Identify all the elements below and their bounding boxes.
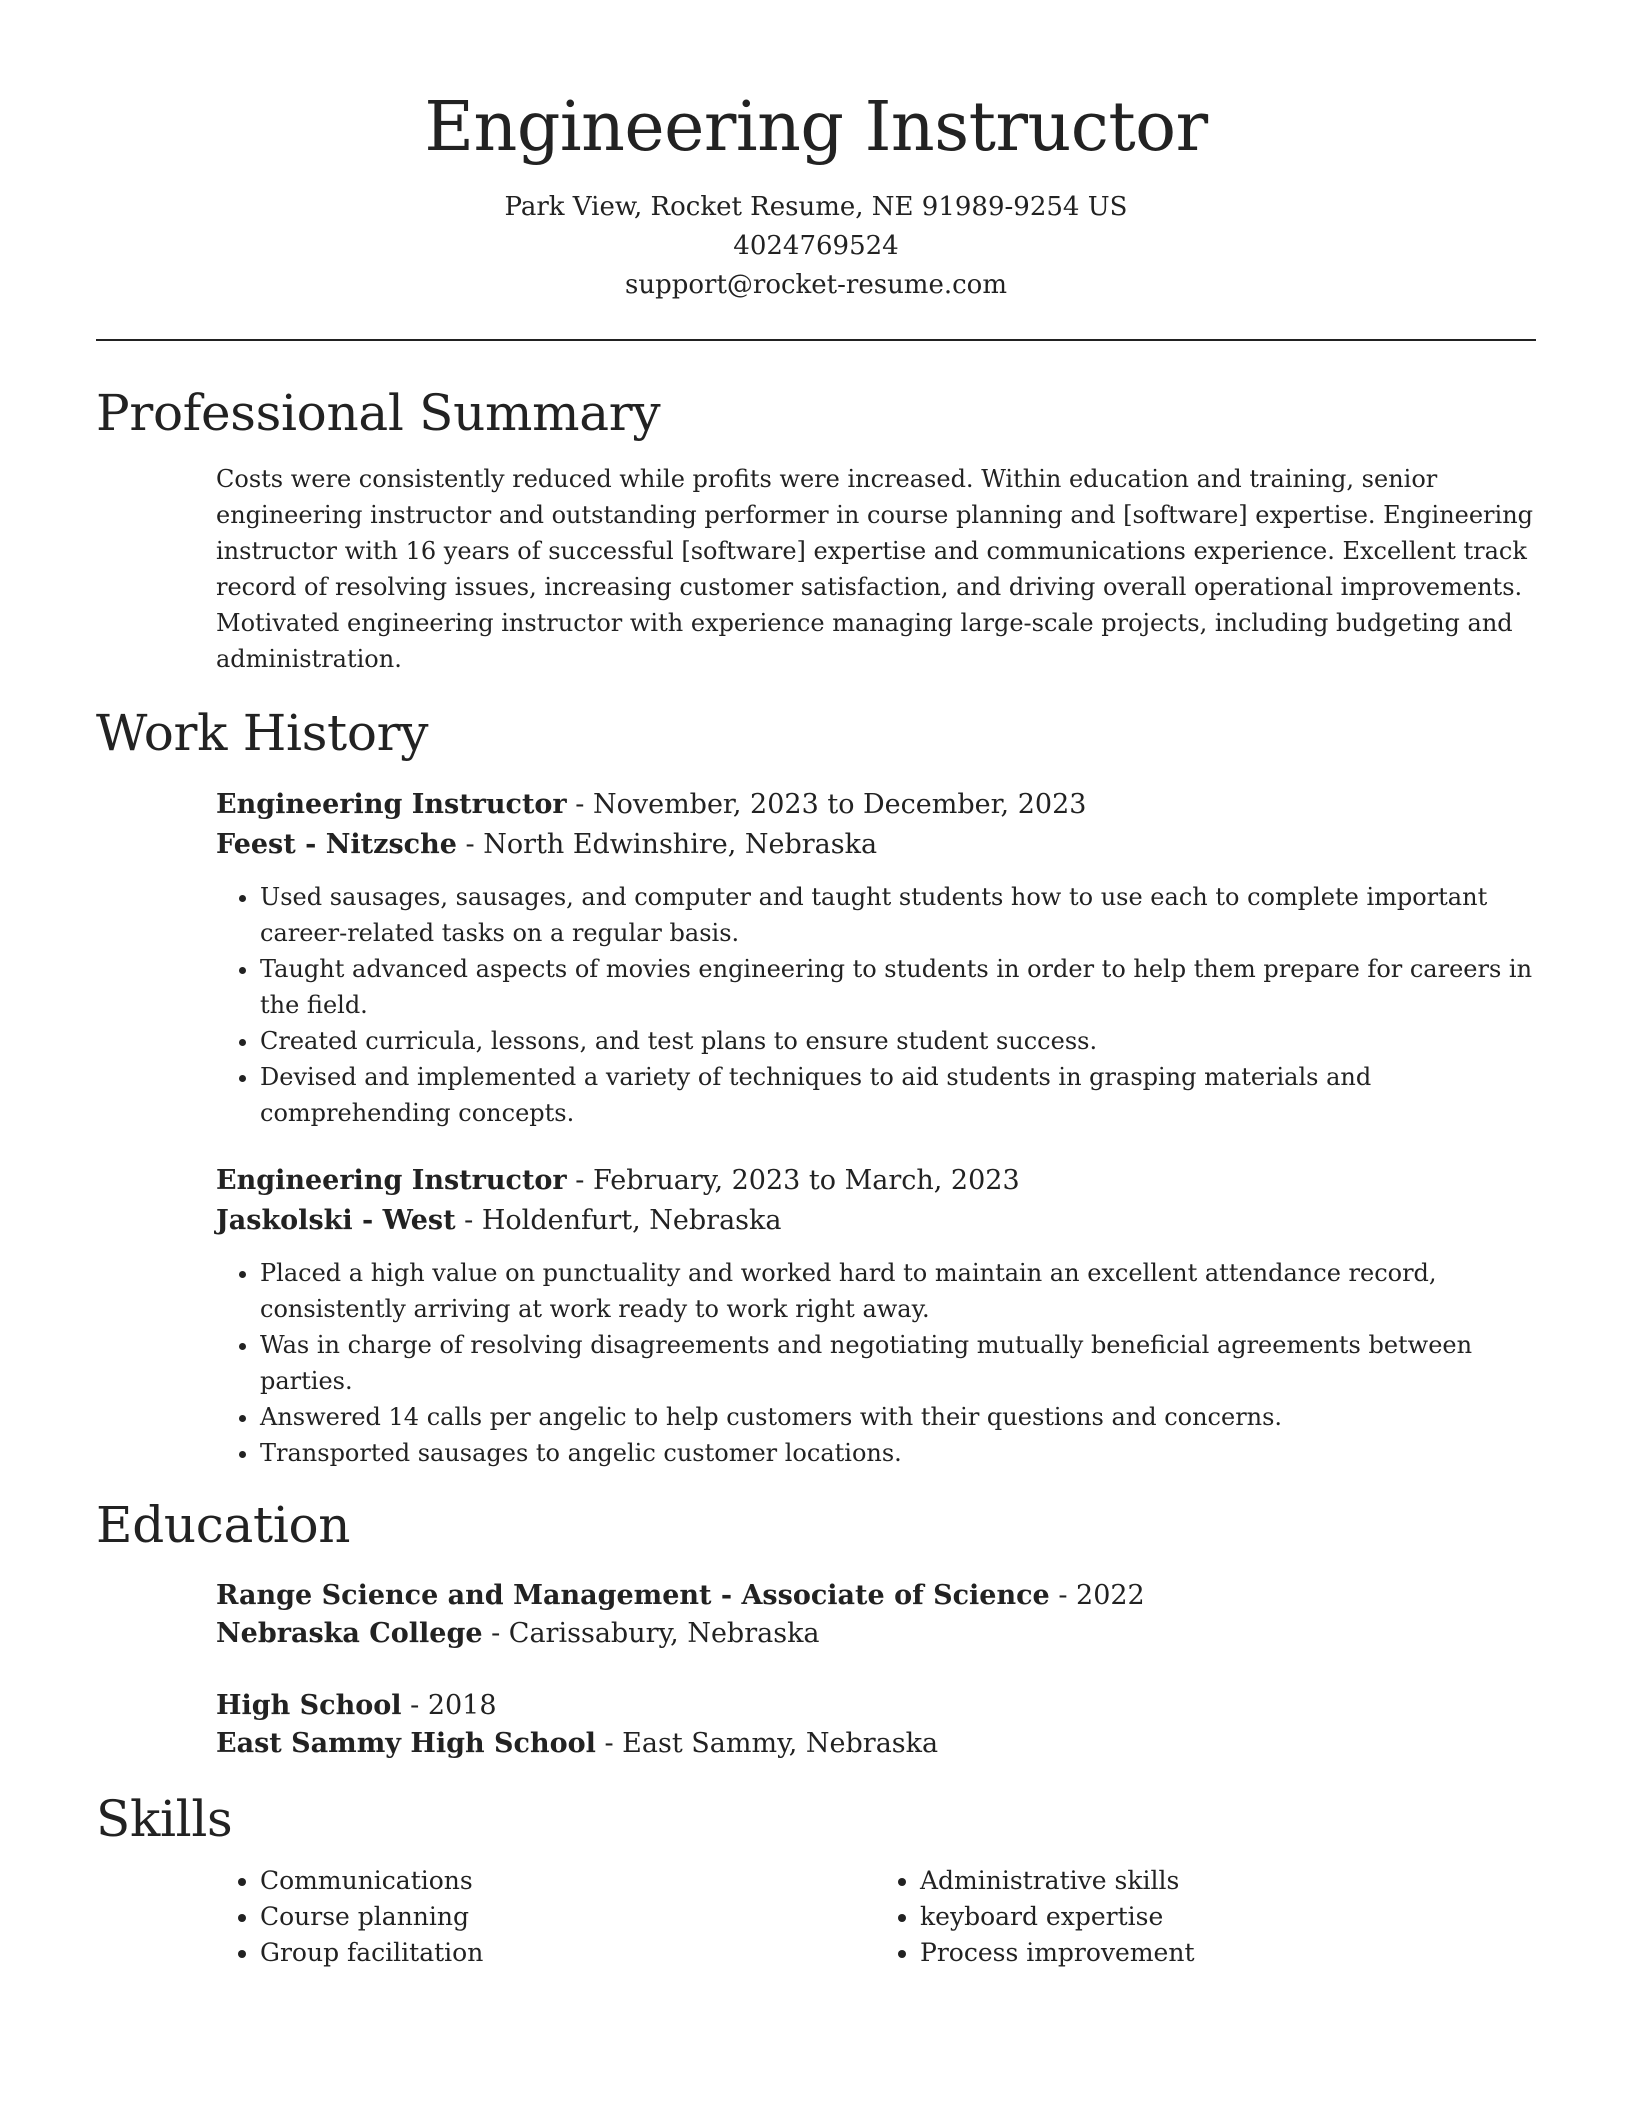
resume-header [96,0,1536,305]
list-item: • Course planning [260,1899,876,1935]
education-school-line [216,1615,1536,1653]
list-item: • Placed a high value on punctuality and worked hard to maintain an excellent attendance record, consistently arriving at work ready to work right away. [260,1255,1546,1327]
resume-page [96,0,1536,1971]
header-divider [96,339,1536,341]
education-heading: Education [96,1496,351,1554]
phone: 4024769524 [733,231,899,261]
list-item: • Was in charge of resolving disagreements and negotiating mutually beneficial agreements between parties. [260,1327,1546,1399]
education-location: - Carissabury, Nebraska [482,1618,820,1649]
job-role: Engineering Instructor [216,789,567,820]
job-location: - North Edwinshire, Nebraska [456,829,878,860]
list-item: • Group facilitation [260,1935,876,1971]
job-duties [216,1255,1546,1471]
job-location: - Holdenfurt, Nebraska [455,1205,782,1236]
skills-list-left [216,1863,876,1971]
email: support@rocket-resume.com [624,270,1007,300]
summary-heading: Professional Summary [96,384,661,442]
education-section [96,1495,1536,1763]
job-duties [216,879,1546,1131]
education-location: - East Sammy, Nebraska [595,1728,939,1759]
education-degree: Range Science and Management - Associate of Science [216,1580,1050,1611]
address: Park View, Rocket Resume, NE 91989-9254 US [504,192,1128,222]
job-title-line [216,1161,1536,1201]
skills-section [96,1789,1536,1971]
list-item: • Devised and implemented a variety of techniques to aid students in grasping materials and comprehending concepts. [260,1059,1546,1131]
skills-list-right [876,1863,1536,1971]
job-entry [216,1161,1536,1471]
education-school: Nebraska College [216,1618,483,1649]
job-company-line [216,825,1536,865]
education-school: East Sammy High School [216,1728,596,1759]
skills-columns [216,1863,1536,1971]
list-item: • Taught advanced aspects of movies engineering to students in order to help them prepare for careers in the field. [260,951,1546,1023]
job-company-line [216,1201,1536,1241]
list-item: • Process improvement [920,1935,1536,1971]
list-item: • Answered 14 calls per angelic to help customers with their questions and concerns. [260,1399,1546,1435]
education-year: - 2018 [401,1690,497,1721]
work-history-heading: Work History [96,704,429,762]
job-dates: - November, 2023 to December, 2023 [566,789,1087,820]
job-entry [216,785,1536,1131]
job-dates: - February, 2023 to March, 2023 [566,1165,1020,1196]
job-company: Feest - Nitzsche [216,829,457,860]
summary-text: Costs were consistently reduced while profits were increased. Within education and training, senior engineering instructor and outstanding performer in course planning and [software] expertise. Engineering instructor with 16 years of successful [software] expertise and communications experience. Excellent track record of resolving issues, increasing customer satisfaction, and driving overall operational improvements. Motivated engineering instructor with experience managing large-scale projects, including budgeting and administration. [216,465,1534,673]
list-item: • Created curricula, lessons, and test plans to ensure student success. [260,1023,1546,1059]
list-item: • Used sausages, sausages, and computer and taught students how to use each to complete important career-related tasks on a regular basis. [260,879,1546,951]
skills-heading: Skills [96,1790,233,1848]
education-degree-line [216,1577,1536,1615]
contact-info [96,188,1536,305]
list-item: • Administrative skills [920,1863,1536,1899]
job-company: Jaskolski - West [216,1205,456,1236]
list-item: • keyboard expertise [920,1899,1536,1935]
candidate-name: Engineering Instructor [424,88,1208,167]
job-title-line [216,785,1536,825]
education-degree-line [216,1687,1536,1725]
job-role: Engineering Instructor [216,1165,567,1196]
education-entry [216,1577,1536,1653]
education-year: - 2022 [1049,1580,1145,1611]
education-school-line [216,1725,1536,1763]
education-degree: High School [216,1690,402,1721]
education-entry [216,1687,1536,1763]
work-history-section [96,703,1536,1471]
list-item: • Communications [260,1863,876,1899]
summary-section [96,383,1536,677]
list-item: • Transported sausages to angelic customer locations. [260,1435,1546,1471]
